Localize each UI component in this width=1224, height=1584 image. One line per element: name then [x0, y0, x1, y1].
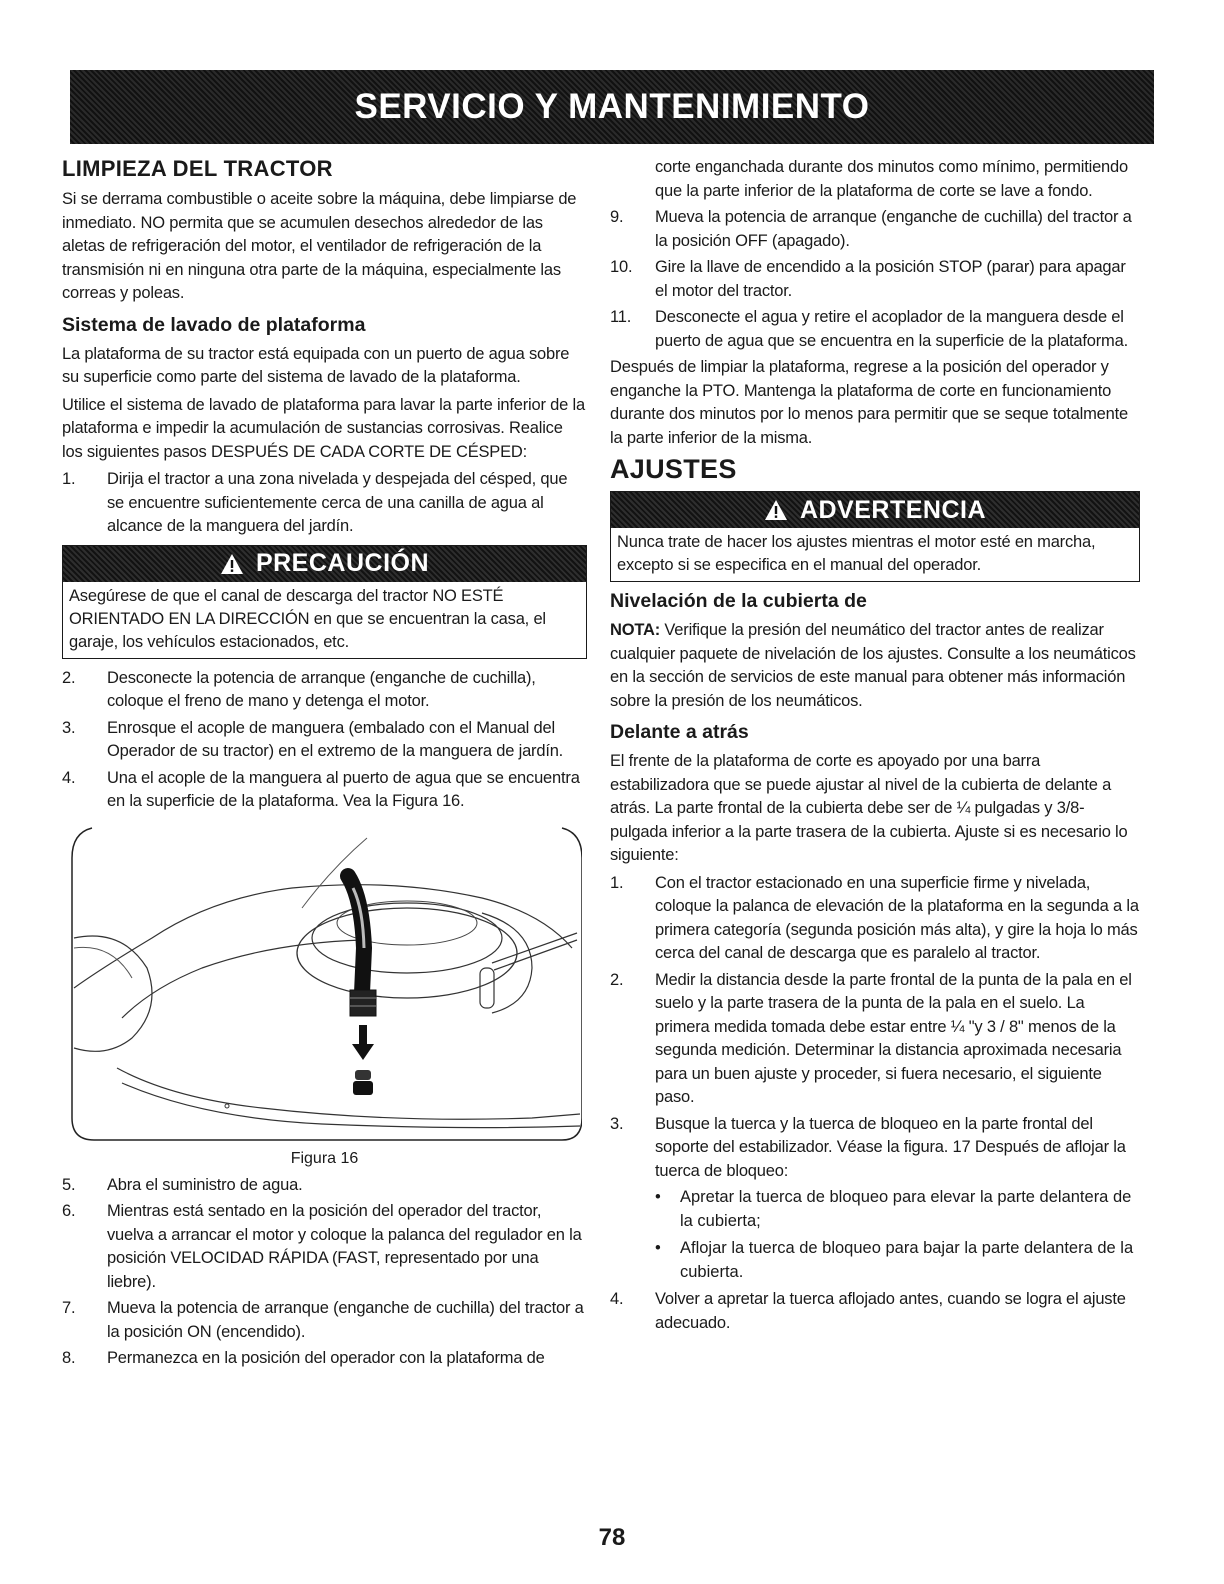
paragraph-sistema-2: Utilice el sistema de lavado de plataforma para lavar la parte inferior de la plataforma e impedir la acumulación de sustancias corrosivas. Realice los siguientes pasos DESPUÉS DE CADA CORTE DE CÉSPED:: [62, 395, 585, 461]
bullet-list: [610, 1186, 1140, 1284]
paragraph-nota: [610, 619, 1140, 713]
heading-ajustes: AJUSTES: [610, 454, 737, 484]
figure-16-illustration: [62, 818, 582, 1148]
nota-text: Verifique la presión del neumático del tractor antes de realizar cualquier paquete de nivelación de los ajustes. Consulte a los neumáticos en la sección de servicios de este manual para obtener más información sobre la presión de los neumáticos.: [610, 621, 1136, 710]
heading-nivelacion: Nivelación de la cubierta de: [610, 590, 867, 612]
paragraph-sistema-1: La plataforma de su tractor está equipada con un puerto de agua sobre su superficie como parte del sistema de lavado de la plataforma.: [62, 344, 570, 386]
right-column: [610, 150, 1140, 1338]
warning-text: Nunca trate de hacer los ajustes mientras el motor esté en marcha, excepto si se especifica en el manual del operador.: [617, 533, 1096, 574]
bullet-item: • Aflojar la tuerca de bloqueo para bajar la parte delantera de la cubierta.: [610, 1237, 1140, 1284]
adjust-step-2: 2. Medir la distancia desde la parte frontal de la punta de la pala en el suelo y la parte trasera de la punta de la pala en el suelo. La primera medida tomada debe estar entre ¼ "y 3 / 8" menos de la segunda medición. Determinar la distancia aproximada necesaria para un buen ajuste y proceder, si fuera necesario, el siguiente paso.: [610, 970, 1132, 1106]
section-title: SERVICIO Y MANTENIMIENTO: [354, 87, 870, 126]
step-7: 7. Mueva la potencia de arranque (enganche de cuchilla) del tractor a la posición ON (encendido).: [62, 1299, 584, 1341]
paragraph-despues: Después de limpiar la plataforma, regrese a la posición del operador y enganche la PTO. Mantenga la plataforma de corte en funcionamiento durante dos minutos por lo menos para permitir que se seque totalmente la parte inferior de la misma.: [610, 358, 1128, 447]
bullet-item: • Apretar la tuerca de bloqueo para elevar la parte delantera de la cubierta;: [610, 1186, 1140, 1233]
step-10: 10. Gire la llave de encendido a la posición STOP (parar) para apagar el motor del tractor.: [610, 258, 1126, 300]
heading-sistema-lavado: Sistema de lavado de plataforma: [62, 313, 366, 336]
adjust-step-1: 1. Con el tractor estacionado en una superficie firme y nivelada, coloque la palanca de elevación de la plataforma en la segunda a la primera categoría (segunda posición más alta), y gire la hoja lo más cerca del canal de descarga que es paralelo al tractor.: [610, 873, 1139, 962]
heading-limpieza: LIMPIEZA DEL TRACTOR: [62, 156, 333, 181]
caution-header: [63, 546, 586, 582]
section-banner: [70, 70, 1154, 144]
caution-text: Asegúrese de que el canal de descarga del tractor NO ESTÉ ORIENTADO EN LA DIRECCIÓN en que se encuentran la casa, el garaje, los vehículos estacionados, etc.: [69, 586, 546, 651]
page-number: 78: [598, 1524, 626, 1551]
steps-list-3: [62, 1174, 587, 1371]
steps-list-5: [610, 872, 1140, 1184]
steps-list-2: [62, 667, 587, 814]
step-4: 4. Una el acople de la manguera al puerto de agua que se encuentra en la superficie de la plataforma. Vea la Figura 16.: [62, 768, 580, 810]
adjust-step-4: 4. Volver a apretar la tuerca aflojado antes, cuando se logra el ajuste adecuado.: [610, 1290, 1126, 1332]
caution-box: [62, 545, 587, 659]
steps-list-4: [610, 156, 1140, 353]
figure-caption: Figura 16: [290, 1149, 359, 1167]
caution-title: PRECAUCIÓN: [255, 549, 430, 577]
heading-delante-atras: Delante a atrás: [610, 721, 749, 743]
left-column: [62, 150, 587, 1374]
steps-list-6: [610, 1288, 1140, 1335]
warning-header: [611, 492, 1139, 528]
warning-title: ADVERTENCIA: [799, 495, 987, 524]
warning-triangle-icon: [220, 553, 244, 575]
step-9: 9. Mueva la potencia de arranque (enganche de cuchilla) del tractor a la posición OFF (apagado).: [610, 208, 1132, 250]
step-1: 1. Dirija el tractor a una zona nivelada y despejada del césped, que se encuentre suficientemente cerca de una canilla de agua al alcance de la manguera del jardín.: [62, 470, 568, 535]
step-11: 11. Desconecte el agua y retire el acoplador de la manguera desde el puerto de agua que se encuentra en la superficie de la plataforma.: [610, 308, 1128, 350]
adjust-step-3: 3. Busque la tuerca y la tuerca de bloqueo en la parte frontal del soporte del estabilizador. Véase la figura. 17 Después de aflojar la tuerca de bloqueo:: [610, 1114, 1126, 1180]
steps-list-1: [62, 468, 587, 539]
step-8: 8. Permanezca en la posición del operador con la plataforma de: [62, 1349, 545, 1367]
step-5: 5. Abra el suministro de agua.: [62, 1175, 303, 1194]
step-6: 6. Mientras está sentado en la posición del operador del tractor, vuelva a arrancar el motor y coloque la palanca del regulador en la posición VELOCIDAD RÁPIDA (FAST, representado por una liebre).: [62, 1202, 582, 1291]
paragraph-limpieza: Si se derrama combustible o aceite sobre la máquina, debe limpiarse de inmediato. NO permita que se acumulen desechos alrededor de las aletas de refrigeración del motor, el ventilador de refrigeración de la transmisión ni en ninguna otra parte de la máquina, especialmente las correas y poleas.: [62, 190, 577, 302]
warning-box: [610, 491, 1140, 582]
step-2: 2. Desconecte la potencia de arranque (enganche de cuchilla), coloque el freno de mano y detenga el motor.: [62, 668, 536, 710]
deck-wash-diagram: [62, 818, 582, 1148]
nota-label: NOTA:: [610, 621, 661, 639]
paragraph-delante: El frente de la plataforma de corte es apoyado por una barra estabilizadora que se puede ajustar al nivel de la cubierta de delante a atrás. La parte frontal de la cubierta debe ser de ¼ pulgadas y 3/8-pulgada inferior a la parte trasera de la cubierta. Ajuste si es necesario lo siguiente:: [610, 752, 1128, 864]
warning-triangle-icon: [764, 499, 788, 521]
step-3: 3. Enrosque el acople de manguera (embalado con el Manual del Operador de su tractor) en el extremo de la manguera de jardín.: [62, 718, 564, 760]
step-8-continued: corte enganchada durante dos minutos como mínimo, permitiendo que la parte inferior de la plataforma de corte se lave a fondo.: [655, 158, 1128, 200]
